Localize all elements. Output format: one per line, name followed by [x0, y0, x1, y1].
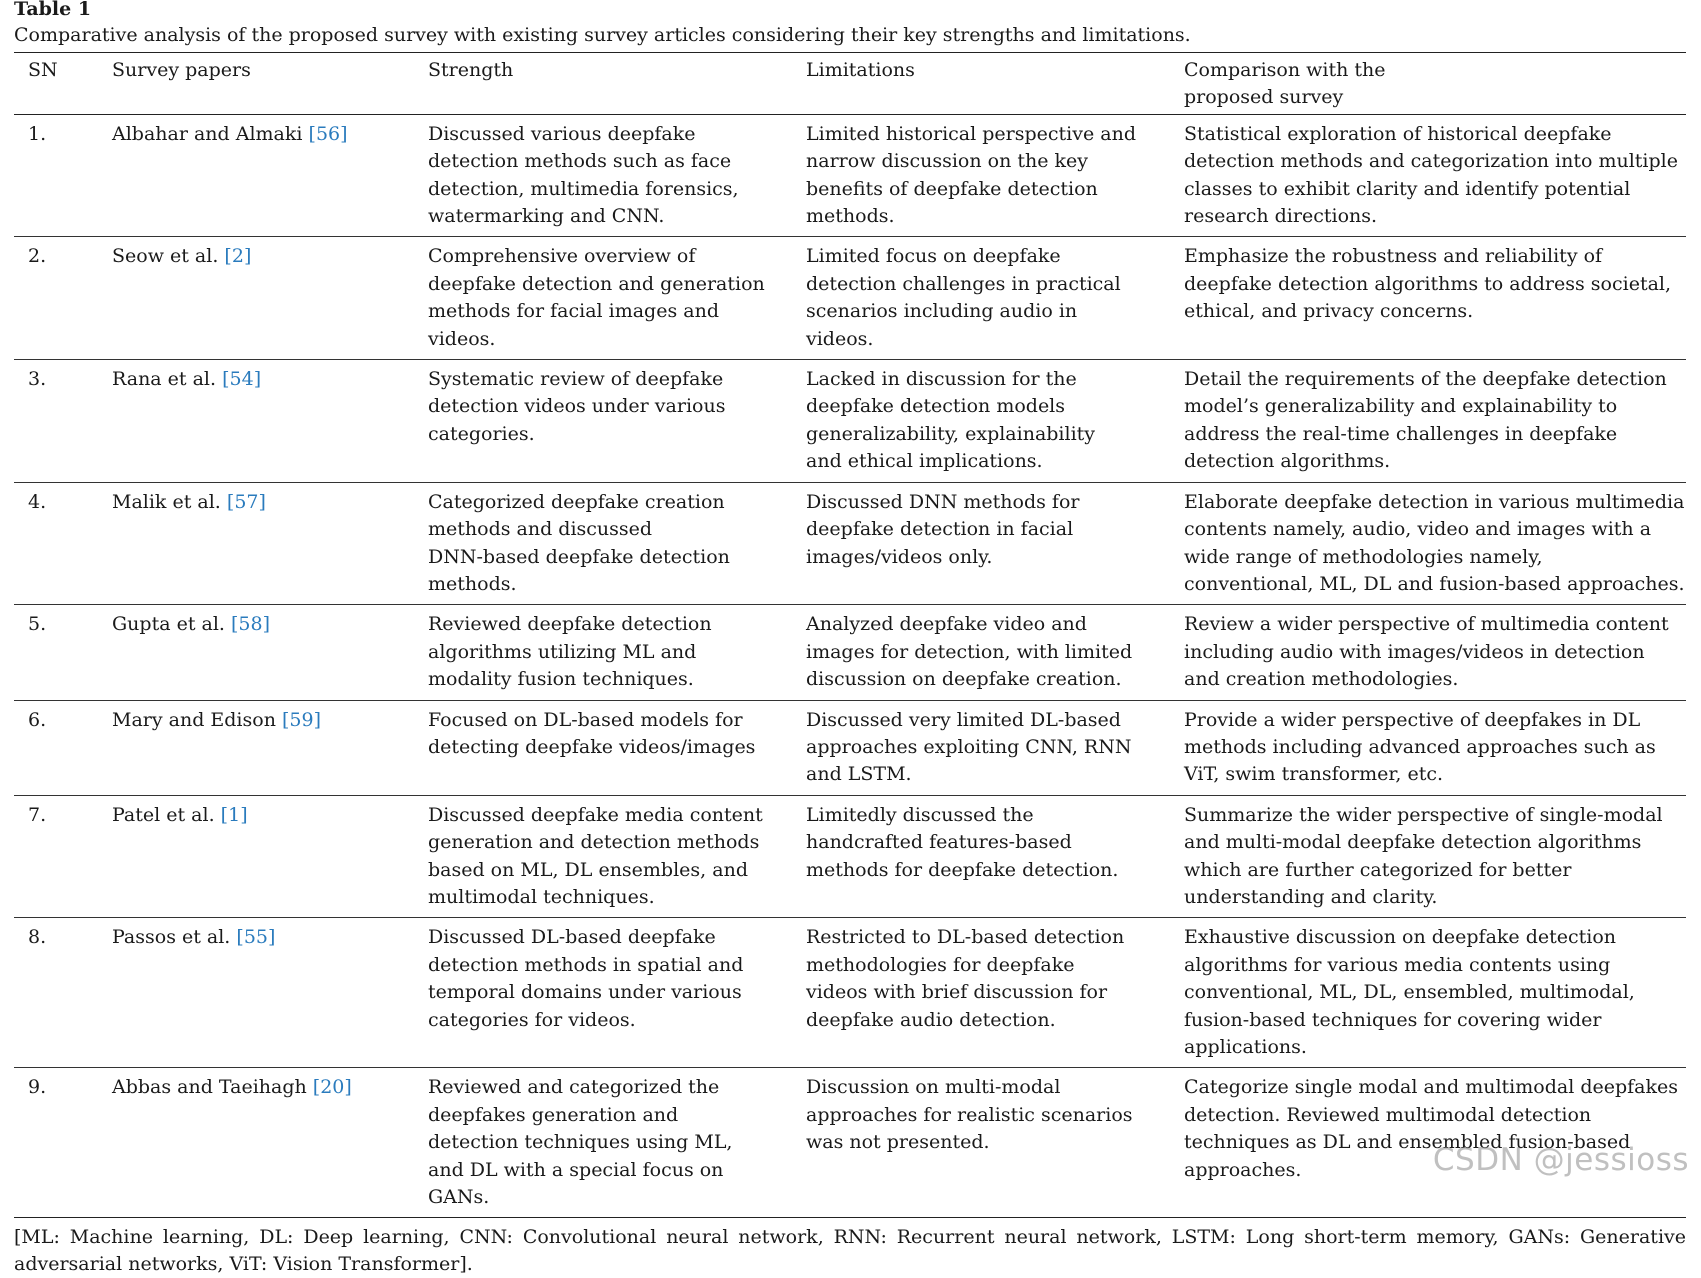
limitations-line: deepfake audio detection. — [806, 1008, 1056, 1031]
limitations-line: scenarios including audio in — [806, 300, 1078, 323]
header-sn: SN — [28, 59, 58, 81]
cell-comparison — [1184, 795, 1686, 918]
comparison-line: Statistical exploration of historical deepfake — [1184, 122, 1612, 145]
limitations-line: Limited focus on deepfake — [806, 245, 1061, 268]
limitations-line: approaches for realistic scenarios — [806, 1103, 1133, 1126]
comparison-line: Elaborate deepfake detection in various multimedia — [1184, 490, 1685, 513]
cell-comparison — [1184, 360, 1686, 483]
comparison-line: techniques as DL and ensembled fusion-based — [1184, 1131, 1631, 1154]
cell-strength — [428, 114, 806, 237]
limitations-line: Limited historical perspective and — [806, 122, 1136, 145]
cell-strength — [428, 1068, 806, 1218]
strength-line: modality fusion techniques. — [428, 668, 694, 691]
comparison-line: Provide a wider perspective of deepfakes in DL — [1184, 708, 1641, 731]
cell-survey-paper — [112, 1068, 428, 1218]
comparison-line: including audio with images/videos in detection — [1184, 640, 1645, 663]
limitations-line: deepfake detection in facial — [806, 518, 1074, 541]
citation-link[interactable]: [59] — [282, 708, 322, 731]
citation-number: 59 — [289, 708, 314, 731]
limitations-line: deepfake detection models — [806, 395, 1066, 418]
table-row — [14, 482, 1686, 605]
limitations-line: narrow discussion on the key — [806, 150, 1088, 173]
sn-value: 6. — [28, 708, 47, 731]
table-row — [14, 918, 1686, 1068]
cell-survey-paper — [112, 605, 428, 700]
strength-line: methods for facial images and — [428, 300, 719, 323]
cell-survey-paper — [112, 795, 428, 918]
limitations-line: methodologies for deepfake — [806, 953, 1075, 976]
strength-line: detecting deepfake videos/images — [428, 735, 756, 758]
limitations-line: approaches exploiting CNN, RNN — [806, 735, 1132, 758]
comparison-line: detection algorithms. — [1184, 450, 1391, 473]
citation-number: 57 — [234, 490, 259, 513]
strength-line: detection methods such as face — [428, 150, 732, 173]
citation-number: 2 — [231, 245, 244, 268]
comparison-line: algorithms for various media contents using — [1184, 953, 1611, 976]
limitations-line: Discussed very limited DL-based — [806, 708, 1121, 731]
comparison-line: classes to exhibit clarity and identify potential — [1184, 177, 1631, 200]
paper-authors: Gupta et al. — [112, 613, 225, 636]
comparison-line: contents namely, audio, video and images with a — [1184, 518, 1652, 541]
comparison-line: wide range of methodologies namely, — [1184, 545, 1543, 568]
strength-line: generation and detection methods — [428, 831, 760, 854]
table-label: Table 1 — [14, 0, 92, 20]
comparison-line: and creation methodologies. — [1184, 668, 1459, 691]
strength-line: Discussed DL-based deepfake — [428, 926, 716, 949]
citation-number: 1 — [228, 803, 241, 826]
limitations-line: Lacked in discussion for the — [806, 368, 1077, 391]
table-body — [14, 114, 1686, 1218]
table-row — [14, 360, 1686, 483]
strength-line: temporal domains under various — [428, 981, 742, 1004]
comparison-line: detection. Reviewed multimodal detection — [1184, 1103, 1592, 1126]
comparison-line: Categorize single modal and multimodal deepfakes — [1184, 1076, 1678, 1099]
cell-limitations — [806, 795, 1184, 918]
strength-line: watermarking and CNN. — [428, 205, 665, 228]
limitations-line: Discussion on multi-modal — [806, 1076, 1061, 1099]
header-limitations: Limitations — [806, 59, 915, 81]
cell-sn — [14, 482, 112, 605]
limitations-line: Discussed DNN methods for — [806, 490, 1080, 513]
strength-line: detection, multimedia forensics, — [428, 177, 739, 200]
strength-line: detection videos under various — [428, 395, 726, 418]
strength-line: Categorized deepfake creation — [428, 490, 725, 513]
header-comparison-line1: Comparison with the — [1184, 59, 1386, 81]
strength-line: Discussed deepfake media content — [428, 803, 763, 826]
table-row — [14, 795, 1686, 918]
strength-line: detection methods in spatial and — [428, 953, 744, 976]
limitations-line: images for detection, with limited — [806, 640, 1133, 663]
cell-limitations — [806, 482, 1184, 605]
sn-value: 5. — [28, 613, 47, 636]
cell-limitations — [806, 1068, 1184, 1218]
strength-line: methods. — [428, 572, 517, 595]
cell-survey-paper — [112, 700, 428, 795]
header-survey-papers: Survey papers — [112, 59, 251, 81]
cell-strength — [428, 795, 806, 918]
citation-number: 55 — [243, 926, 269, 949]
paper-authors: Malik et al. — [112, 490, 221, 513]
cell-comparison — [1184, 237, 1686, 360]
citation-link[interactable]: [20] — [312, 1076, 352, 1099]
limitations-line: discussion on deepfake creation. — [806, 668, 1122, 691]
cell-survey-paper — [112, 114, 428, 237]
cell-sn — [14, 360, 112, 483]
comparison-line: Detail the requirements of the deepfake detection — [1184, 368, 1667, 391]
comparison-line: model’s generalizability and explainability to — [1184, 395, 1618, 418]
limitations-line: videos. — [806, 327, 874, 350]
header-strength: Strength — [428, 59, 514, 81]
paper-authors: Passos et al. — [112, 926, 231, 949]
paper-authors: Albahar and Almaki — [112, 122, 303, 145]
sn-value: 3. — [28, 368, 47, 391]
comparison-line: conventional, ML, DL, ensembled, multimodal, — [1184, 981, 1635, 1004]
strength-line: based on ML, DL ensembles, and — [428, 858, 748, 881]
cell-comparison — [1184, 114, 1686, 237]
sn-value: 1. — [28, 122, 47, 145]
table-caption: Comparative analysis of the proposed survey with existing survey articles considering their key strengths and limitations. — [14, 24, 1191, 46]
limitations-line: and ethical implications. — [806, 450, 1043, 473]
citation-number: 58 — [238, 613, 263, 636]
cell-survey-paper — [112, 237, 428, 360]
comparison-line: deepfake detection algorithms to address societal, — [1184, 272, 1672, 295]
comparison-line: applications. — [1184, 1036, 1307, 1058]
cell-strength — [428, 237, 806, 360]
table-container — [14, 0, 1686, 1278]
limitations-line: detection challenges in practical — [806, 272, 1121, 295]
sn-value: 2. — [28, 245, 47, 268]
paper-authors: Mary and Edison — [112, 708, 276, 731]
cell-survey-paper — [112, 482, 428, 605]
strength-line: videos. — [428, 327, 496, 350]
strength-line: Focused on DL-based models for — [428, 708, 743, 731]
cell-survey-paper — [112, 918, 428, 1068]
comparison-line: Summarize the wider perspective of single-modal — [1184, 803, 1663, 826]
cell-limitations — [806, 237, 1184, 360]
cell-sn — [14, 605, 112, 700]
paper-authors: Rana et al. — [112, 368, 217, 391]
limitations-line: methods for deepfake detection. — [806, 858, 1119, 881]
strength-line: and DL with a special focus on — [428, 1158, 724, 1181]
comparison-line: approaches. — [1184, 1158, 1302, 1181]
comparison-line: fusion-based techniques for covering wider — [1184, 1008, 1602, 1031]
cell-sn — [14, 237, 112, 360]
cell-limitations — [806, 700, 1184, 795]
comparison-line: ViT, swim transformer, etc. — [1184, 763, 1444, 786]
paper-authors: Seow et al. — [112, 245, 219, 268]
strength-line: Comprehensive overview of — [428, 245, 696, 268]
strength-line: deepfakes generation and — [428, 1103, 679, 1126]
table-row — [14, 700, 1686, 795]
cell-sn — [14, 1068, 112, 1218]
watermark: CSDN @jessioss — [1432, 1142, 1689, 1178]
limitations-line: generalizability, explainability — [806, 422, 1096, 445]
table-row — [14, 605, 1686, 700]
strength-line: Reviewed and categorized the — [428, 1076, 720, 1099]
strength-line: categories for videos. — [428, 1008, 636, 1031]
strength-line: methods and discussed — [428, 518, 653, 541]
cell-strength — [428, 700, 806, 795]
strength-line: detection techniques using ML, — [428, 1131, 733, 1154]
cell-survey-paper — [112, 360, 428, 483]
citation-number: 56 — [315, 122, 341, 145]
citation-link[interactable]: [54] — [222, 368, 262, 391]
comparison-line: and multi-modal deepfake detection algorithms — [1184, 831, 1642, 854]
sn-value: 9. — [28, 1076, 47, 1099]
cell-sn — [14, 700, 112, 795]
paper-authors: Patel et al. — [112, 803, 215, 826]
limitations-line: Restricted to DL-based detection — [806, 926, 1125, 949]
header-comparison — [1184, 53, 1686, 115]
citation-number: 20 — [320, 1076, 345, 1099]
comparison-line: understanding and clarity. — [1184, 885, 1438, 908]
limitations-line: handcrafted features-based — [806, 831, 1072, 854]
limitations-line: images/videos only. — [806, 545, 993, 568]
limitations-line: Limitedly discussed the — [806, 803, 1034, 826]
header-comparison-line2: proposed survey — [1184, 86, 1344, 109]
table-header-row — [14, 53, 1686, 115]
strength-line: deepfake detection and generation — [428, 272, 765, 295]
comparison-line: Review a wider perspective of multimedia content — [1184, 613, 1669, 636]
cell-strength — [428, 918, 806, 1068]
comparison-line: Exhaustive discussion on deepfake detection — [1184, 926, 1617, 949]
limitations-line: benefits of deepfake detection — [806, 177, 1098, 200]
citation-link[interactable]: [58] — [231, 613, 271, 636]
cell-comparison — [1184, 700, 1686, 795]
cell-strength — [428, 360, 806, 483]
limitations-line: was not presented. — [806, 1131, 990, 1154]
cell-limitations — [806, 605, 1184, 700]
limitations-line: methods. — [806, 205, 895, 228]
comparison-line: ethical, and privacy concerns. — [1184, 300, 1474, 323]
strength-line: Systematic review of deepfake — [428, 368, 724, 391]
comparison-line: methods including advanced approaches such as — [1184, 735, 1656, 758]
sn-value: 4. — [28, 490, 47, 513]
cell-strength — [428, 605, 806, 700]
cell-comparison — [1184, 482, 1686, 605]
citation-number: 54 — [229, 368, 254, 391]
limitations-line: Analyzed deepfake video and — [806, 613, 1087, 636]
cell-limitations — [806, 918, 1184, 1068]
table-row — [14, 237, 1686, 360]
strength-line: Reviewed deepfake detection — [428, 613, 712, 636]
comparison-line: which are further categorized for better — [1184, 858, 1572, 881]
sn-value: 7. — [28, 803, 47, 826]
cell-sn — [14, 795, 112, 918]
cell-limitations — [806, 360, 1184, 483]
cell-comparison — [1184, 605, 1686, 700]
comparison-line: detection methods and categorization into multiple — [1184, 150, 1678, 173]
citation-link[interactable]: [56] — [308, 122, 348, 145]
strength-line: categories. — [428, 422, 535, 445]
strength-line: DNN-based deepfake detection — [428, 545, 730, 568]
comparison-line: Emphasize the robustness and reliability of — [1184, 245, 1603, 268]
strength-line: multimodal techniques. — [428, 885, 655, 908]
strength-line: GANs. — [428, 1186, 490, 1209]
comparison-line: research directions. — [1184, 205, 1378, 228]
citation-link[interactable]: [1] — [220, 803, 248, 826]
citation-link[interactable]: [2] — [224, 245, 252, 268]
comparison-line: address the real-time challenges in deepfake — [1184, 422, 1618, 445]
sn-value: 8. — [28, 926, 47, 949]
cell-comparison — [1184, 918, 1686, 1068]
strength-line: algorithms utilizing ML and — [428, 640, 697, 663]
cell-sn — [14, 918, 112, 1068]
table-row — [14, 114, 1686, 237]
strength-line: Discussed various deepfake — [428, 122, 696, 145]
limitations-line: and LSTM. — [806, 763, 912, 786]
citation-link[interactable]: [55] — [236, 926, 276, 949]
cell-strength — [428, 482, 806, 605]
cell-sn — [14, 114, 112, 237]
paper-authors: Abbas and Taeihagh — [112, 1076, 307, 1099]
cell-limitations — [806, 114, 1184, 237]
citation-link[interactable]: [57] — [226, 490, 266, 513]
comparison-table — [14, 52, 1686, 1218]
comparison-line: conventional, ML, DL and fusion-based approaches. — [1184, 572, 1685, 595]
table-footnote: [ML: Machine learning, DL: Deep learning, CNN: Convolutional neural network, RNN: Recurrent neural network, LSTM: Long short-term memory, GANs: Generative adversarial networks, ViT: Vision Transformer]. — [14, 1226, 1686, 1276]
limitations-line: videos with brief discussion for — [806, 981, 1108, 1004]
